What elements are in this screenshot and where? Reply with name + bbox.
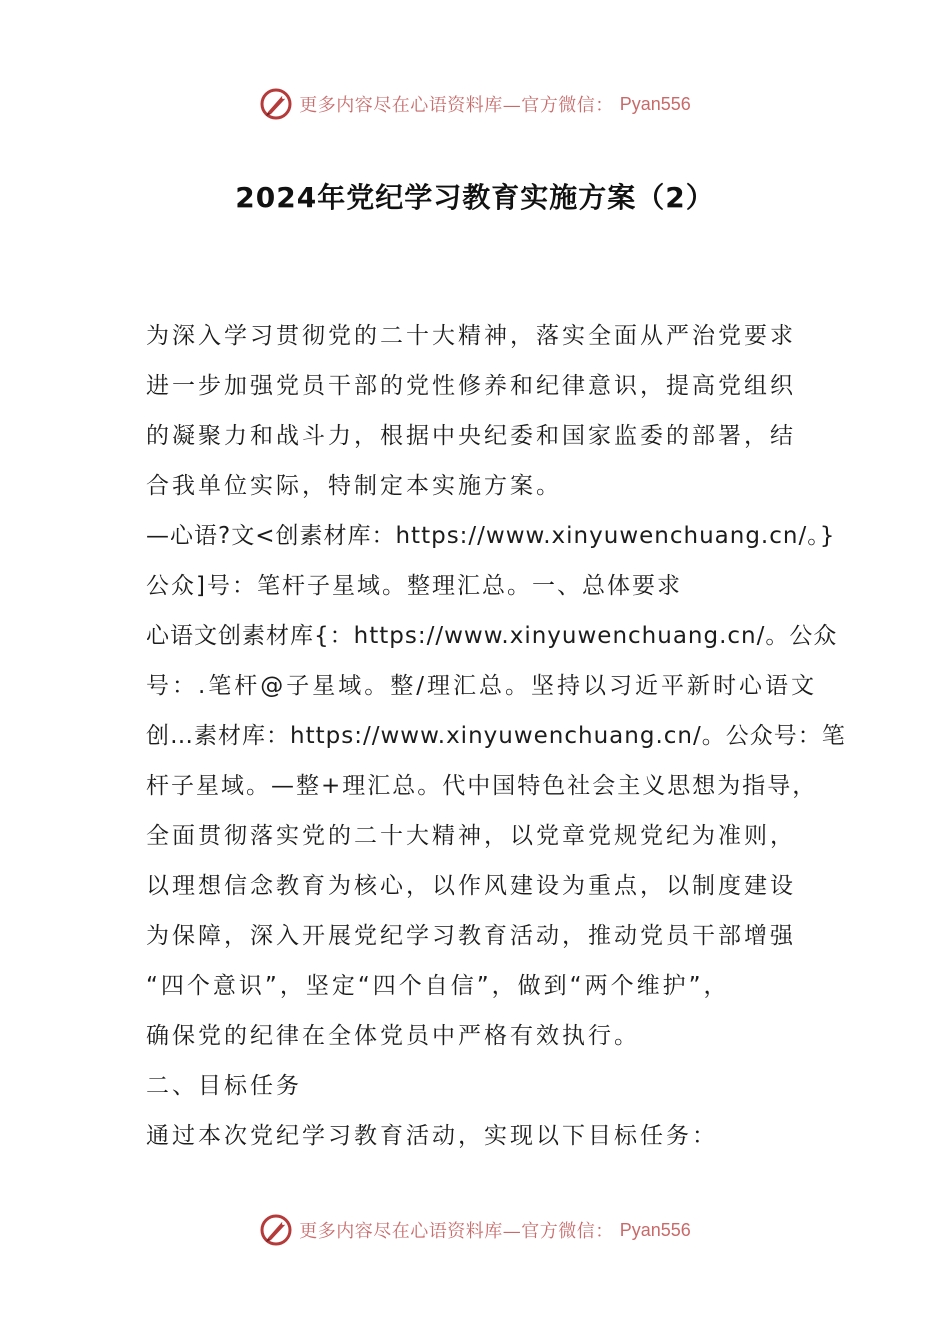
body-line: 杆子星域。—整+理汇总。代中国特色社会主义思想为指导， — [146, 773, 818, 799]
banner-wechat-id: Pyan556 — [619, 1219, 691, 1240]
section-heading: 二、目标任务 — [146, 1073, 302, 1099]
body-line: 的凝聚力和战斗力，根据中央纪委和国家监委的部署，结 — [146, 423, 796, 449]
body-line: 以理想信念教育为核心，以作风建设为重点，以制度建设 — [146, 873, 796, 899]
body-line: 合我单位实际，特制定本实施方案。 — [146, 473, 562, 499]
body-line: 公众]号：笔杆子星域。整理汇总。一、总体要求 — [146, 573, 682, 599]
footer-watermark-banner — [0, 1210, 950, 1250]
body-line: 进一步加强党员干部的党性修养和纪律意识，提高党组织 — [146, 373, 796, 399]
body-line: 为深入学习贯彻党的二十大精神，落实全面从严治党要求 — [146, 323, 796, 349]
body-line: 通过本次党纪学习教育活动，实现以下目标任务： — [146, 1123, 718, 1149]
body-line: “四个意识”，坚定“四个自信”，做到“两个维护”， — [146, 973, 730, 999]
document-title: 2024年党纪学习教育实施方案（2） — [235, 181, 715, 214]
body-line: 为保障，深入开展党纪学习教育活动，推动党员干部增强 — [146, 923, 796, 949]
document-body — [146, 311, 846, 1161]
body-line: 心语文创素材库{：https://www.xinyuwenchuang.cn/。公众 — [146, 623, 838, 649]
banner-wechat-id: Pyan556 — [619, 93, 691, 114]
pen-logo-icon — [259, 1213, 293, 1247]
pen-logo-icon — [259, 87, 293, 121]
header-watermark-banner — [0, 84, 950, 124]
body-line: —心语?文<创素材库：https://www.xinyuwenchuang.cn/。} — [146, 523, 836, 549]
body-line: 全面贯彻落实党的二十大精神，以党章党规党纪为准则， — [146, 823, 796, 849]
body-line: 号：.笔杆@子星域。整/理汇总。坚持以习近平新时心语文 — [146, 673, 818, 699]
banner-text: 更多内容尽在心语资料库—官方微信： — [299, 1221, 614, 1242]
body-line: 创…素材库：https://www.xinyuwenchuang.cn/。公众号：笔 — [146, 723, 846, 749]
banner-text: 更多内容尽在心语资料库—官方微信： — [299, 95, 614, 116]
body-line: 确保党的纪律在全体党员中严格有效执行。 — [146, 1023, 640, 1049]
